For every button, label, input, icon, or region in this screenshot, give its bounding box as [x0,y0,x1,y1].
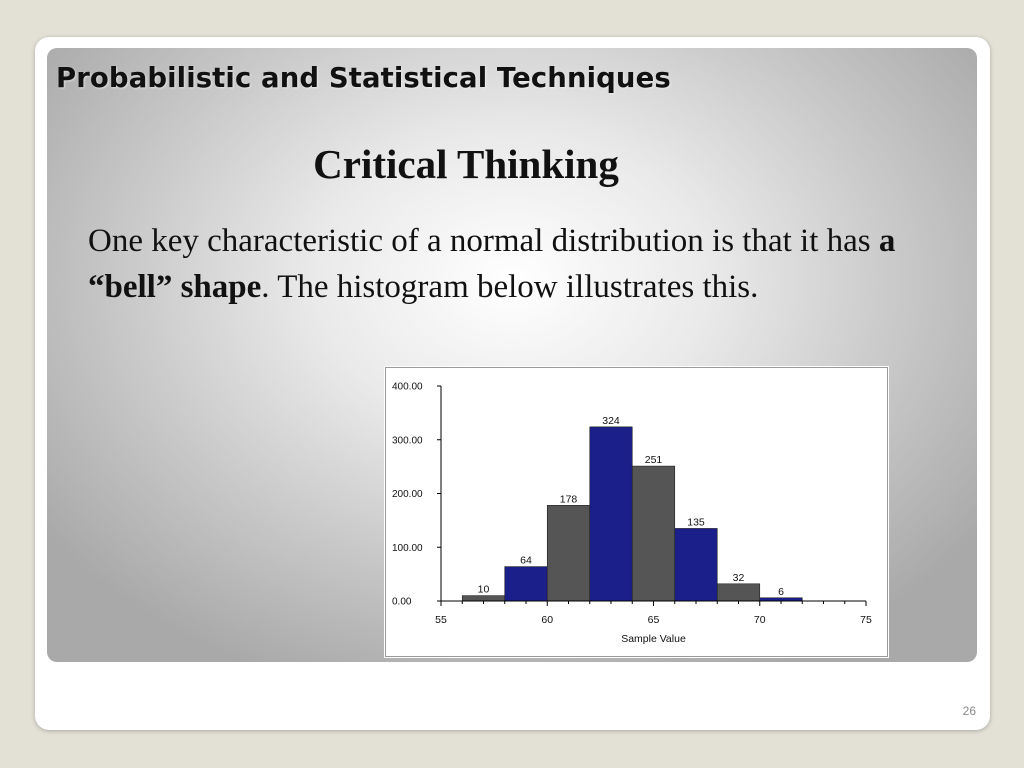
y-tick-label: 0.00 [392,596,412,608]
bar-data-label: 135 [687,516,705,529]
bar-data-label: 32 [732,571,745,584]
histogram-svg [386,368,887,656]
y-tick-label: 100.00 [392,542,423,554]
histogram-bar [675,528,718,601]
slide-number: 26 [962,704,976,718]
histogram-chart [385,367,888,657]
y-tick-label: 400.00 [392,381,423,393]
x-tick-label: 70 [753,614,766,626]
bar-data-label: 178 [559,493,578,506]
bar-data-label: 251 [644,454,663,467]
histogram-bar [717,584,760,601]
x-tick-label: 65 [647,614,660,626]
histogram-bar [632,466,675,601]
bar-data-label: 6 [778,585,784,598]
body-text-part-1: One key characteristic of a normal distribution is that it has [88,223,879,259]
body-text-part-2: . The histogram below illustrates this. [261,269,759,305]
body-text-emphasis: a “bell” shape [88,223,896,305]
bar-data-label: 64 [520,554,532,567]
x-tick-label: 55 [435,614,447,626]
histogram-bar [547,505,590,601]
y-tick-label: 300.00 [392,435,423,447]
histogram-bar [462,596,505,601]
histogram-bar [590,427,633,601]
y-tick-label: 200.00 [392,489,423,500]
x-tick-label: 75 [860,614,872,626]
slide-title: Probabilistic and Statistical Techniques [56,62,671,94]
body-paragraph [88,218,948,310]
bar-data-label: 324 [602,414,620,427]
subtitle: Critical Thinking [313,141,619,187]
histogram-bar [505,567,548,601]
x-tick-label: 60 [541,614,554,626]
bar-data-label: 10 [477,583,490,596]
x-axis-title: Sample Value [621,633,686,645]
